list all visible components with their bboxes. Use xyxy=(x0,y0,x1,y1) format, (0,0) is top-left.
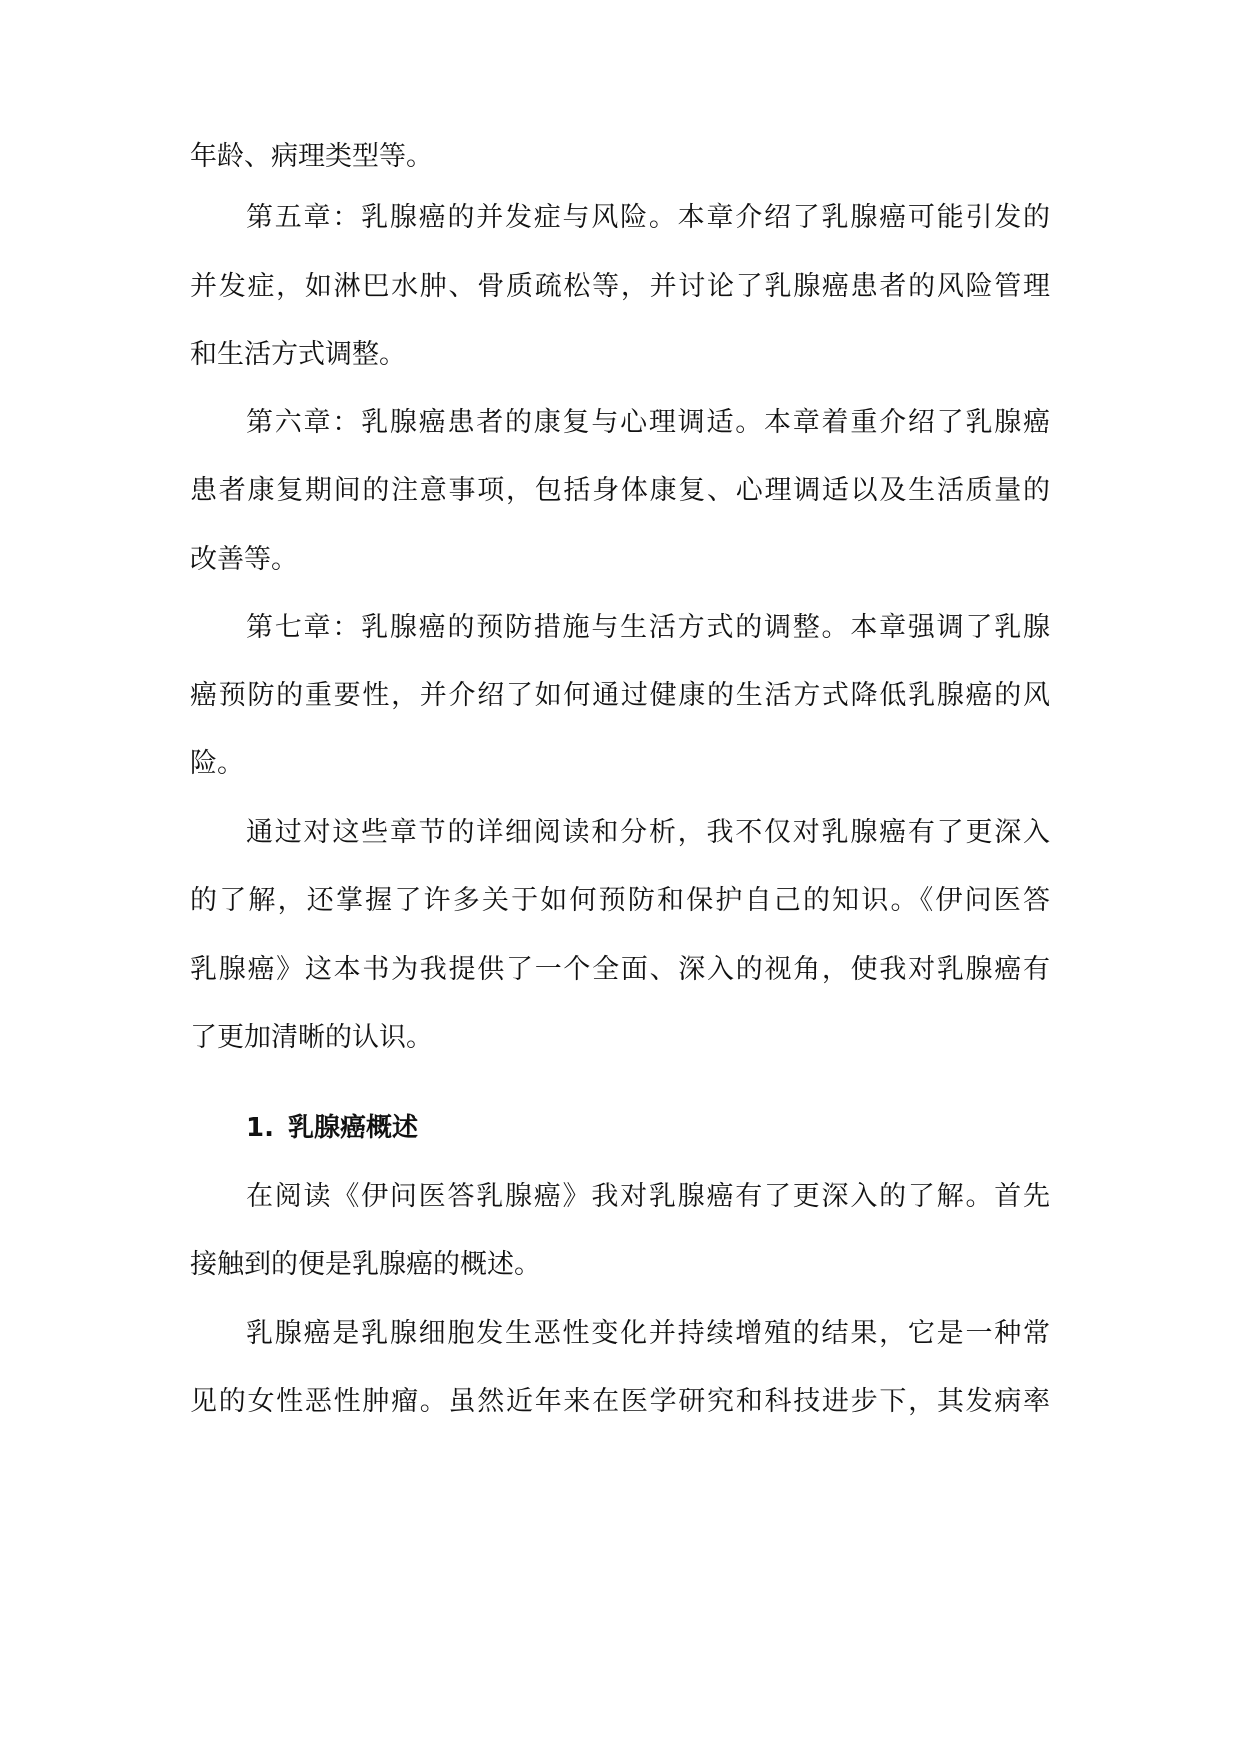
paragraph-line: 接触到的便是乳腺癌的概述。 xyxy=(190,1249,541,1280)
section-number: 1. xyxy=(246,1113,274,1143)
paragraph-line: 年龄、病理类型等。 xyxy=(190,141,433,172)
paragraph-line: 险。 xyxy=(190,748,244,779)
paragraph-line: 第六章：乳腺癌患者的康复与心理调适。本章着重介绍了乳腺癌 xyxy=(246,407,1050,438)
paragraph-line: 通过对这些章节的详细阅读和分析，我不仅对乳腺癌有了更深入 xyxy=(246,817,1050,848)
section-heading xyxy=(246,1111,1050,1145)
paragraph-line: 和生活方式调整。 xyxy=(190,339,406,370)
paragraph-line: 乳腺癌是乳腺细胞发生恶性变化并持续增殖的结果，它是一种常 xyxy=(246,1318,1050,1349)
paragraph-line: 改善等。 xyxy=(190,544,298,575)
paragraph-line: 第五章：乳腺癌的并发症与风险。本章介绍了乳腺癌可能引发的 xyxy=(246,202,1050,233)
paragraph-line: 并发症，如淋巴水肿、骨质疏松等，并讨论了乳腺癌患者的风险管理 xyxy=(190,271,1050,302)
paragraph-line: 的了解，还掌握了许多关于如何预防和保护自己的知识。《伊问医答 xyxy=(190,885,1050,916)
paragraph-line: 第七章：乳腺癌的预防措施与生活方式的调整。本章强调了乳腺 xyxy=(246,612,1050,643)
paragraph-line: 患者康复期间的注意事项，包括身体康复、心理调适以及生活质量的 xyxy=(190,475,1050,506)
paragraph-line: 见的女性恶性肿瘤。虽然近年来在医学研究和科技进步下，其发病率 xyxy=(190,1386,1050,1417)
paragraph-line: 在阅读《伊问医答乳腺癌》我对乳腺癌有了更深入的了解。首先 xyxy=(246,1181,1050,1212)
paragraph-line: 癌预防的重要性，并介绍了如何通过健康的生活方式降低乳腺癌的风 xyxy=(190,680,1050,711)
paragraph-line: 了更加清晰的认识。 xyxy=(190,1022,433,1053)
paragraph-line: 乳腺癌》这本书为我提供了一个全面、深入的视角，使我对乳腺癌有 xyxy=(190,954,1050,985)
section-title: 乳腺癌概述 xyxy=(287,1113,418,1143)
